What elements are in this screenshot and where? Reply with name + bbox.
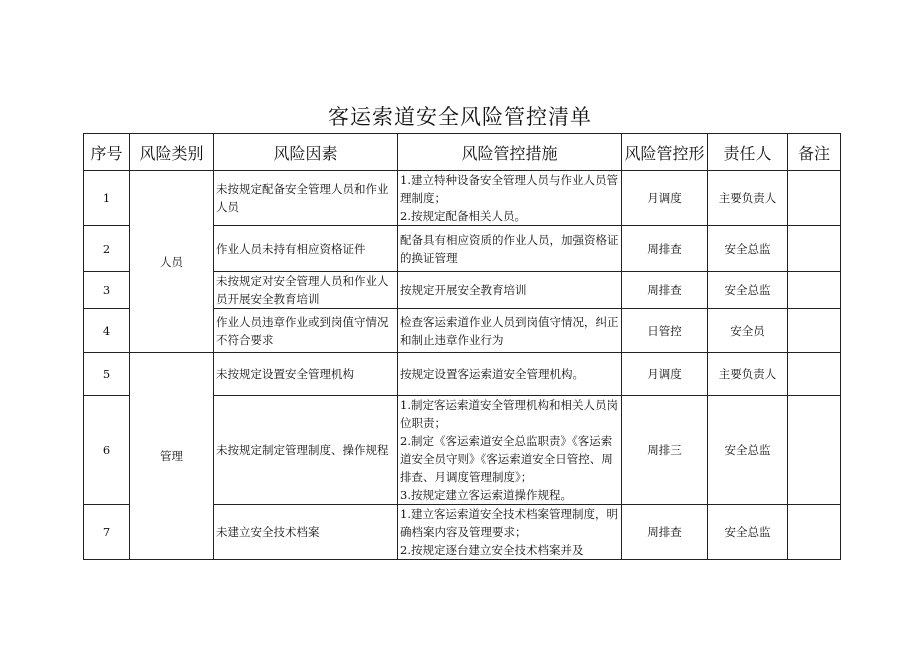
row-number: 2 [84, 226, 130, 272]
header-cell: 风险管控形 [622, 134, 708, 171]
risk-factor-cell: 作业人员未持有相应资格证件 [214, 226, 398, 272]
remarks-cell [788, 309, 841, 353]
row-number: 6 [84, 396, 130, 505]
risk-factor-cell: 未按规定对安全管理人员和作业人员开展安全教育培训 [214, 272, 398, 309]
risk-factor-cell: 未建立安全技术档案 [214, 505, 398, 560]
measure-line: 按规定开展安全教育培训 [400, 283, 527, 297]
control-form-cell: 日管控 [622, 309, 708, 353]
header-cell: 风险类别 [130, 134, 214, 171]
control-form-cell: 周排查 [622, 505, 708, 560]
control-measures-cell [398, 353, 622, 396]
control-measures-cell [398, 171, 622, 226]
measure-line: 3.按规定建立客运索道操作规程。 [400, 488, 572, 502]
row-number: 7 [84, 505, 130, 560]
responsible-person-cell: 安全总监 [708, 396, 788, 505]
remarks-cell [788, 171, 841, 226]
responsible-person-cell: 安全总监 [708, 272, 788, 309]
remarks-cell [788, 226, 841, 272]
remarks-cell [788, 272, 841, 309]
risk-category-cell: 管理 [130, 353, 214, 560]
header-cell: 责任人 [708, 134, 788, 171]
document-title: 客运索道安全风险管控清单 [328, 105, 592, 129]
risk-factor-cell: 未按规定设置安全管理机构 [214, 353, 398, 396]
risk-factor-cell: 未按规定制定管理制度、操作规程 [214, 396, 398, 505]
control-measures-cell [398, 309, 622, 353]
responsible-person-cell: 安全员 [708, 309, 788, 353]
header-cell: 风险管控措施 [398, 134, 622, 171]
header-cell: 序号 [84, 134, 130, 171]
control-form-cell: 月调度 [622, 353, 708, 396]
risk-factor-cell: 作业人员违章作业或到岗值守情况不符合要求 [214, 309, 398, 353]
row-number: 5 [84, 353, 130, 396]
header-cell: 风险因素 [214, 134, 398, 171]
measure-line: 1.制定客运索道安全管理机构和相关人员岗位职责； [400, 398, 618, 430]
risk-category-cell: 人员 [130, 171, 214, 353]
row-number: 3 [84, 272, 130, 309]
measure-line: 按规定设置客运索道安全管理机构。 [400, 367, 584, 381]
control-form-cell: 周排查 [622, 272, 708, 309]
header-cell: 备注 [788, 134, 841, 171]
control-form-cell: 月调度 [622, 171, 708, 226]
measure-line: 1.建立客运索道安全技术档案管理制度，明确档案内容及管理要求； [400, 507, 618, 539]
measure-line: 2.按规定配备相关人员。 [400, 209, 526, 223]
control-measures-cell [398, 226, 622, 272]
row-number: 4 [84, 309, 130, 353]
control-form-cell: 周排三 [622, 396, 708, 505]
measure-line: 2.制定《客运索道安全总监职责》《客运索道安全员守则》《客运索道安全日管控、周排查、月调度管理制度》； [400, 434, 613, 484]
measure-line: 1.建立特种设备安全管理人员与作业人员管理制度； [400, 173, 618, 205]
remarks-cell [788, 505, 841, 560]
responsible-person-cell: 主要负责人 [708, 171, 788, 226]
table-header-row [84, 134, 841, 171]
control-measures-cell [398, 272, 622, 309]
control-form-cell: 周排查 [622, 226, 708, 272]
responsible-person-cell: 主要负责人 [708, 353, 788, 396]
remarks-cell [788, 353, 841, 396]
responsible-person-cell: 安全总监 [708, 505, 788, 560]
table-row [84, 171, 841, 226]
risk-control-table [83, 133, 841, 560]
responsible-person-cell: 安全总监 [708, 226, 788, 272]
risk-factor-cell: 未按规定配备安全管理人员和作业人员 [214, 171, 398, 226]
remarks-cell [788, 396, 841, 505]
control-measures-cell [398, 505, 622, 560]
row-number: 1 [84, 171, 130, 226]
measure-line: 2.按规定逐台建立安全技术档案并及 [400, 543, 584, 557]
measure-line: 检查客运索道作业人员到岗值守情况，纠正和制止违章作业行为 [400, 314, 619, 347]
table-row [84, 353, 841, 396]
control-measures-cell [398, 396, 622, 505]
measure-line: 配备具有相应资质的作业人员，加强资格证的换证管理 [400, 232, 619, 265]
